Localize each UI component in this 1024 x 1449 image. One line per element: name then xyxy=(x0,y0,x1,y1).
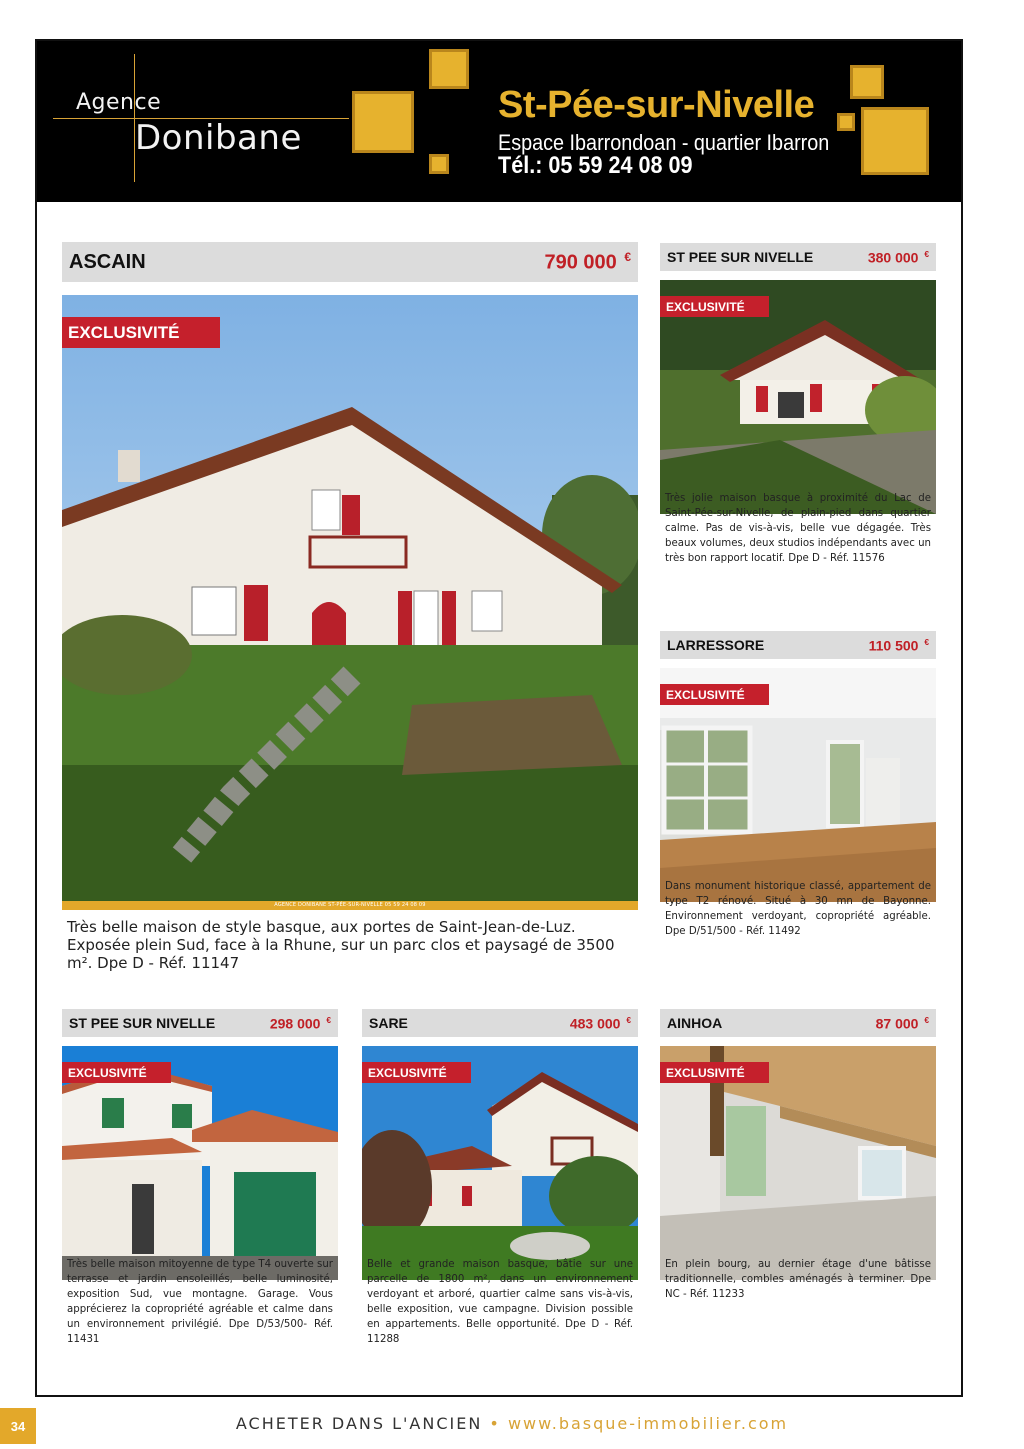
listing-name: ST PEE SUR NIVELLE xyxy=(69,1015,216,1031)
agency-city: St-Pée-sur-Nivelle xyxy=(498,84,815,126)
listing-name: ASCAIN xyxy=(69,250,146,273)
listing-header xyxy=(660,631,936,659)
listing-st-pee-2[interactable] xyxy=(62,1009,338,1379)
page-footer xyxy=(0,1408,1024,1444)
listing-larressore[interactable] xyxy=(660,631,936,991)
listing-header xyxy=(660,243,936,271)
listing-photo[interactable] xyxy=(660,280,936,514)
listing-sare[interactable] xyxy=(362,1009,638,1379)
agency-phone: Tél.: 05 59 24 08 09 xyxy=(498,152,693,179)
decor-square-icon xyxy=(837,113,855,131)
listing-price: 790 000 € xyxy=(544,249,631,274)
agency-header xyxy=(37,41,961,202)
exclusivity-badge: EXCLUSIVITÉ xyxy=(362,1062,471,1083)
listing-description: En plein bourg, au dernier étage d'une bâtisse traditionnelle, combles aménagés à terminer. Dpe NC - Réf. 11233 xyxy=(665,1259,931,1300)
decor-square-icon xyxy=(850,65,884,99)
page-number: 34 xyxy=(0,1408,36,1444)
listing-description: Dans monument historique classé, appartement de type T2 rénové. Situé à 30 mn de Bayonne. Environnement verdoyant, copropriété agréable. Dpe D/51/500 - Réf. 11492 xyxy=(665,881,931,937)
listing-photo[interactable] xyxy=(62,1046,338,1280)
decor-square-icon xyxy=(429,49,469,89)
listing-photo[interactable] xyxy=(660,668,936,902)
listing-price: 87 000 € xyxy=(875,1014,929,1032)
listing-price: 298 000 € xyxy=(269,1014,331,1032)
exclusivity-badge: EXCLUSIVITÉ xyxy=(62,1062,171,1083)
decor-square-icon xyxy=(429,154,449,174)
listing-ainhoa[interactable] xyxy=(660,1009,936,1379)
listing-photo[interactable] xyxy=(660,1046,936,1280)
footer-website-link[interactable]: www.basque-immobilier.com xyxy=(507,1414,789,1433)
listing-header xyxy=(362,1009,638,1037)
agency-address: Espace Ibarrondoan - quartier Ibarron xyxy=(498,130,830,155)
exclusivity-badge: EXCLUSIVITÉ xyxy=(660,296,769,317)
listing-header xyxy=(62,1009,338,1037)
logo-donibane: Donibane xyxy=(135,118,302,158)
footer-heading: ACHETER DANS L'ANCIEN xyxy=(235,1414,483,1433)
exclusivity-badge: EXCLUSIVITÉ xyxy=(660,1062,769,1083)
listing-description: Très belle maison de style basque, aux portes de Saint-Jean-de-Luz. Exposée plein Sud, face à la Rhune, sur un parc clos et paysagé de 3500 m². Dpe D - Réf. 11147 xyxy=(67,918,615,972)
listing-photo[interactable] xyxy=(362,1046,638,1280)
listing-header xyxy=(660,1009,936,1037)
listing-description: Belle et grande maison basque, bâtie sur une parcelle de 1800 m², dans un environnement verdoyant et arboré, quartier calme sans vis-à-vis, belle exposition, vue campagne. Division possible en appartements. Belle opportunité. Dpe D - Réf. 11288 xyxy=(367,1259,633,1345)
decor-square-icon xyxy=(352,91,414,153)
listing-price: 380 000 € xyxy=(867,248,929,266)
exclusivity-badge: EXCLUSIVITÉ xyxy=(62,317,220,348)
listing-ascain[interactable] xyxy=(62,242,638,982)
listing-description: Très jolie maison basque à proximité du Lac de Saint-Pée-sur-Nivelle, de plain-pied dans quartier calme. Pas de vis-à-vis, belle vue dégagée. Très beaux volumes, deux studios indépendants avec un très bon rapport locatif. Dpe D - Réf. 11576 xyxy=(665,493,931,564)
listing-header xyxy=(62,242,638,282)
listing-description: Très belle maison mitoyenne de type T4 ouverte sur terrasse et jardin ensoleillés, belle luminosité, exposition Sud, vue montagne. Garage. Vous apprécierez la copropriété agréable et calme dans un environnement privilégié. Dpe D/53/500- Réf. 11431 xyxy=(67,1259,333,1345)
listing-name: ST PEE SUR NIVELLE xyxy=(667,249,814,265)
listing-name: LARRESSORE xyxy=(667,637,765,653)
agency-caption-bar: AGENCE DONIBANE ST-PÉE-SUR-NIVELLE 05 59 24 08 09 xyxy=(62,901,638,910)
listing-st-pee-1[interactable] xyxy=(660,243,936,603)
listing-name: SARE xyxy=(369,1015,408,1031)
footer-text xyxy=(0,1414,1024,1433)
footer-separator: • xyxy=(489,1414,501,1433)
logo-agence: Agence xyxy=(76,90,162,115)
exclusivity-badge: EXCLUSIVITÉ xyxy=(660,684,769,705)
decor-square-icon xyxy=(861,107,929,175)
listing-price: 483 000 € xyxy=(569,1014,631,1032)
listing-name: AINHOA xyxy=(667,1015,723,1031)
listing-price: 110 500 € xyxy=(868,636,929,654)
